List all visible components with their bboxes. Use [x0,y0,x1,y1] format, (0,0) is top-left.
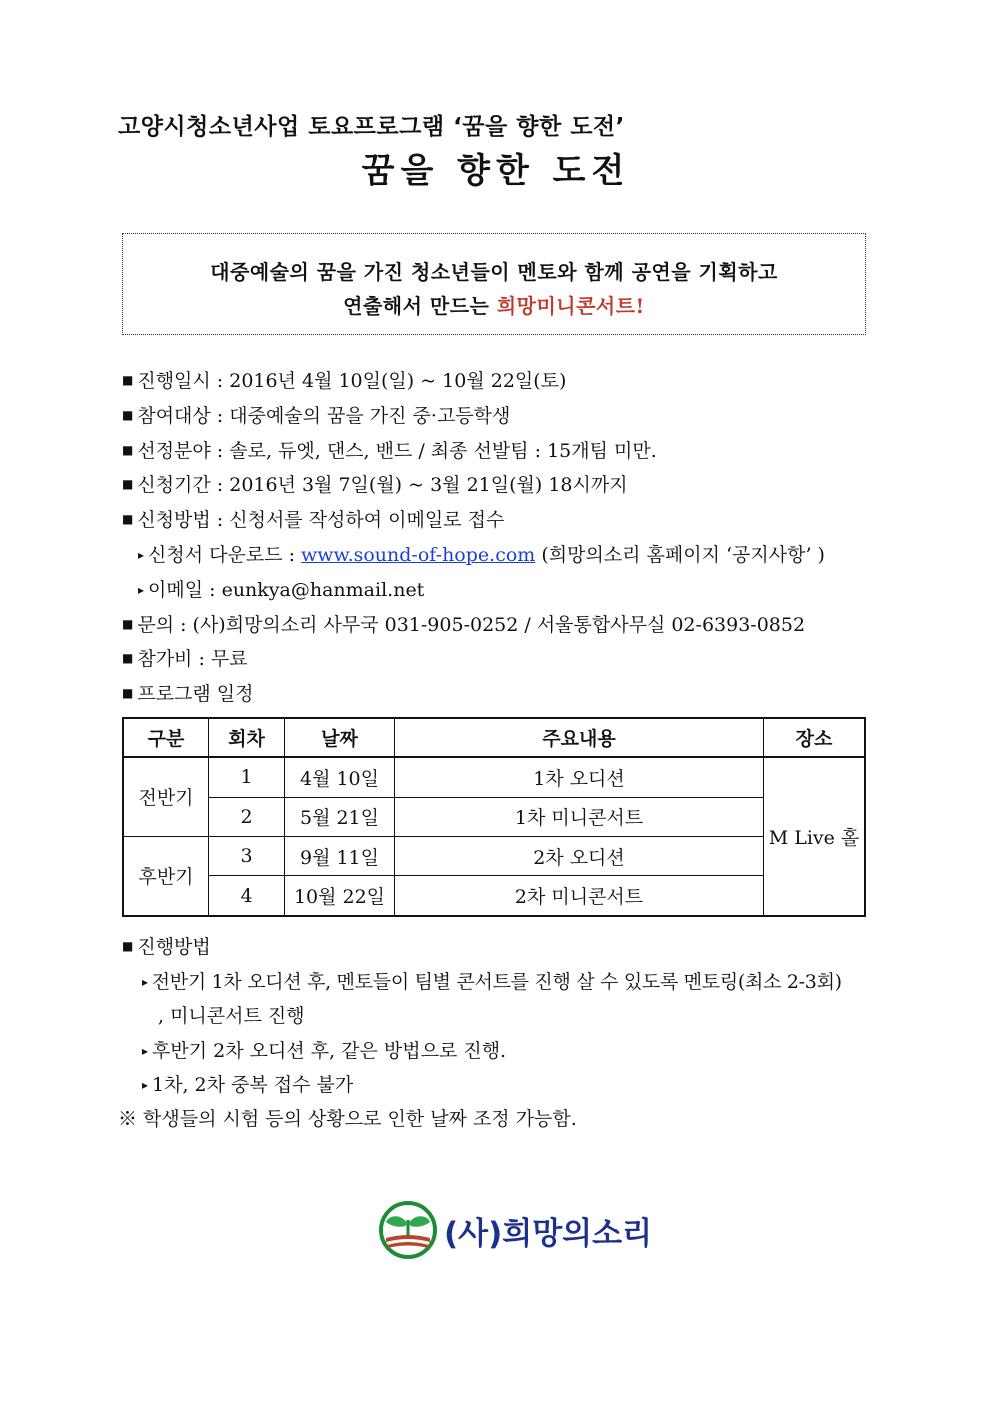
detail-schedule-text: 진행일시 : 2016년 4월 10일(일) ~ 10월 22일(토) [137,370,567,392]
bullet-icon: ■ [122,477,134,491]
content-cell: 1차 오디션 [395,757,764,797]
header-date: 날짜 [285,718,395,757]
content-cell: 2차 미니콘서트 [395,876,764,916]
process-heading-text: 진행방법 [137,936,211,958]
detail-method-text: 신청방법 : 신청서를 작성하여 이메일로 접수 [137,509,505,531]
bullet-icon: ■ [122,408,134,422]
bullet-icon: ■ [122,617,134,631]
detail-target [122,401,510,428]
page-title: 꿈을 향한 도전 [361,151,631,191]
header-category: 구분 [123,718,209,757]
download-label: 신청서 다운로드 : [148,544,302,566]
detail-download [138,540,825,567]
round-cell: 3 [209,836,285,875]
process-line-1-cont: , 미니콘서트 진행 [158,1005,305,1027]
bullet-icon: ■ [122,512,134,526]
intro-line-2-text: 연출해서 만드는 [343,294,497,318]
bullet-icon: ■ [122,686,134,700]
sprout-logo-icon [378,1200,438,1260]
process-line-3-text: 1차, 2차 중복 접수 불가 [152,1074,354,1096]
triangle-bullet-icon: ▸ [138,583,145,597]
program-heading [122,679,254,706]
date-cell: 10월 22일 [285,876,395,916]
process-line-2 [142,1036,506,1063]
triangle-bullet-icon: ▸ [142,975,148,989]
organization-logo [378,1200,652,1260]
detail-field [122,436,657,463]
triangle-bullet-icon: ▸ [142,1078,149,1092]
detail-field-text: 선정분야 : 솔로, 듀엣, 댄스, 밴드 / 최종 선발팀 : 15개팀 미만. [137,440,657,462]
triangle-bullet-icon: ▸ [138,548,145,562]
process-line-2-text: 후반기 2차 오디션 후, 같은 방법으로 진행. [152,1040,507,1062]
process-line-3 [142,1070,353,1097]
download-note: (희망의소리 홈페이지 ‘공지사항’ ) [535,544,825,566]
table-row [123,836,865,875]
intro-highlight: 희망미니콘서트! [496,294,645,318]
round-cell: 4 [209,876,285,916]
detail-contact [122,610,805,637]
process-line-1 [142,967,842,994]
detail-fee [122,644,248,671]
detail-target-text: 참여대상 : 대중예술의 꿈을 가진 중·고등학생 [137,405,511,427]
round-cell: 1 [209,757,285,797]
bullet-icon: ■ [122,443,134,457]
detail-schedule [122,366,566,393]
content-cell: 1차 미니콘서트 [395,797,764,836]
schedule-table [122,717,866,917]
intro-line-1: 대중예술의 꿈을 가진 청소년들이 멘토와 함께 공연을 기획하고 [210,260,778,284]
second-half-cell: 후반기 [123,836,209,916]
program-subtitle: 고양시청소년사업 토요프로그램 ‘꿈을 향한 도전’ [118,114,625,140]
detail-period-text: 신청기간 : 2016년 3월 7일(월) ~ 3월 21일(월) 18시까지 [137,474,628,496]
content-cell: 2차 오디션 [395,836,764,875]
table-header-row [123,718,865,757]
header-round: 회차 [209,718,285,757]
table-row [123,757,865,797]
process-heading [122,932,211,959]
download-link[interactable]: www.sound-of-hope.com [301,544,536,566]
date-cell: 4월 10일 [285,757,395,797]
table-row [123,876,865,916]
date-note: ※ 학생들의 시험 등의 상황으로 인한 날짜 조정 가능함. [118,1108,577,1130]
bullet-icon: ■ [122,373,134,387]
date-cell: 9월 11일 [285,836,395,875]
program-heading-text: 프로그램 일정 [137,683,254,705]
logo-text: (사)희망의소리 [444,1215,653,1252]
email-text: 이메일 : eunkya@hanmail.net [148,579,425,601]
detail-fee-text: 참가비 : 무료 [137,648,248,670]
bullet-icon: ■ [122,939,134,953]
detail-method [122,505,504,532]
bullet-icon: ■ [122,651,134,665]
first-half-cell: 전반기 [123,757,209,836]
round-cell: 2 [209,797,285,836]
date-cell: 5월 21일 [285,797,395,836]
triangle-bullet-icon: ▸ [142,1044,149,1058]
detail-period [122,470,628,497]
detail-contact-text: 문의 : (사)희망의소리 사무국 031-905-0252 / 서울통합사무실 02-6393-0852 [137,614,806,636]
process-line-1-text: 전반기 1차 오디션 후, 멘토들이 팀별 콘서트를 진행 살 수 있도록 멘토링(최소 2-3회) [151,971,842,993]
intro-line-2 [122,290,866,319]
header-venue: 장소 [764,718,866,757]
detail-email [138,575,424,602]
header-content: 주요내용 [395,718,764,757]
venue-cell: M Live 홀 [764,757,866,916]
table-row [123,797,865,836]
